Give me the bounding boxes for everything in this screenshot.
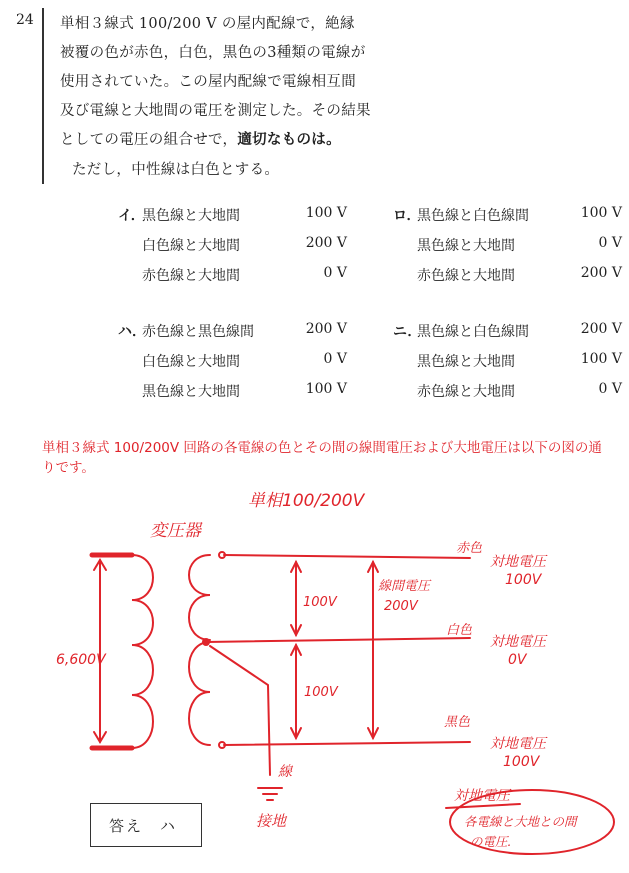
row-label: 黒色線と白色線間 [417,324,529,340]
answer-box [90,803,202,847]
question-line-1: 単相３線式 100/200 V の屋内配線で，絶縁 [60,16,355,32]
ground-wire [210,646,270,775]
line-voltage-upper: 100V [303,595,337,610]
option-ha-mark: ハ． [118,324,146,340]
ground-voltage-red: 100V [505,572,542,588]
black-line [224,742,470,745]
earth-label: 接地 [256,812,287,830]
question-emphasis: 適切なものは。 [237,131,341,148]
note-line-1: 各電線と大地との間 [464,814,577,829]
ground-wire-label: 線 [278,764,292,780]
row-label: 白色線と大地間 [142,238,240,254]
row-value: 0 V [598,235,622,251]
row-value: 0 V [598,381,622,397]
option-i[interactable] [118,205,348,295]
ground-voltage-label-red: 対地電圧 [490,554,546,570]
row-value: 100 V [580,351,622,367]
row-value: 200 V [305,235,347,251]
note-line-2: の電圧. [470,834,512,849]
explanation-text: 単相３線式 100/200V 回路の各電線の色とその間の線間電圧および大地電圧は以下の図の通りです。 [42,440,602,476]
row-value: 0 V [323,351,347,367]
question-line-6: ただし，中性線は白色とする。 [72,162,280,178]
row-label: 黒色線と大地間 [142,384,240,400]
question-bar [42,8,44,184]
red-color-label: 赤色 [456,541,483,556]
secondary-coil-lower [189,642,210,745]
question-line-4: 及び電線と大地間の電圧を測定した。その結果 [60,103,371,119]
transformer-label: 変圧器 [150,521,201,541]
row-label: 黒色線と大地間 [417,354,515,370]
line-to-line-value: 200V [384,599,418,614]
question-line-5 [60,128,341,149]
row-value: 200 V [580,321,622,337]
answer-text: 答え ハ [109,817,178,835]
ground-voltage-white: 0V [508,652,527,668]
row-label: 赤色線と大地間 [142,268,240,284]
line-voltage-lower: 100V [304,685,338,700]
ground-voltage-label-black: 対地電圧 [490,736,546,752]
row-label: 黒色線と白色線間 [417,208,529,224]
option-ha[interactable] [118,321,348,411]
ground-voltage-label-white: 対地電圧 [490,634,546,650]
row-label: 黒色線と大地間 [142,208,240,224]
diagram-title: 単相100/200V [248,491,365,511]
row-value: 100 V [305,381,347,397]
secondary-coil-upper [189,555,210,640]
question-line-3: 使用されていた。この屋内配線で電線相互間 [60,74,356,90]
row-value: 100 V [305,205,347,221]
primary-voltage: 6,600V [56,652,106,668]
row-label: 赤色線と大地間 [417,384,515,400]
row-label: 白色線と大地間 [142,354,240,370]
option-ni-mark: ニ． [393,324,422,340]
row-label: 黒色線と大地間 [417,238,515,254]
ground-voltage-black: 100V [503,754,540,770]
white-color-label: 白色 [446,623,473,638]
line-to-line-label: 線間電圧 [378,579,431,594]
row-label: 赤色線と大地間 [417,268,515,284]
black-color-label: 黒色 [444,715,471,730]
row-value: 100 V [580,205,622,221]
primary-coil [132,555,153,748]
row-value: 200 V [580,265,622,281]
question-number: 24 [16,12,34,28]
note-title: 対地電圧 [454,788,510,804]
white-line [206,638,470,642]
row-label: 赤色線と黒色線間 [142,324,254,340]
option-ni[interactable] [393,321,623,411]
red-line [224,555,470,558]
option-i-mark: イ． [118,208,145,224]
option-ro[interactable] [393,205,623,295]
row-value: 0 V [323,265,347,281]
question-line-5-text: としての電圧の組合せで， [60,132,238,148]
row-value: 200 V [305,321,347,337]
question-line-2: 被覆の色が赤色，白色，黒色の3種類の電線が [60,45,366,61]
option-ro-mark: ロ． [393,208,421,224]
